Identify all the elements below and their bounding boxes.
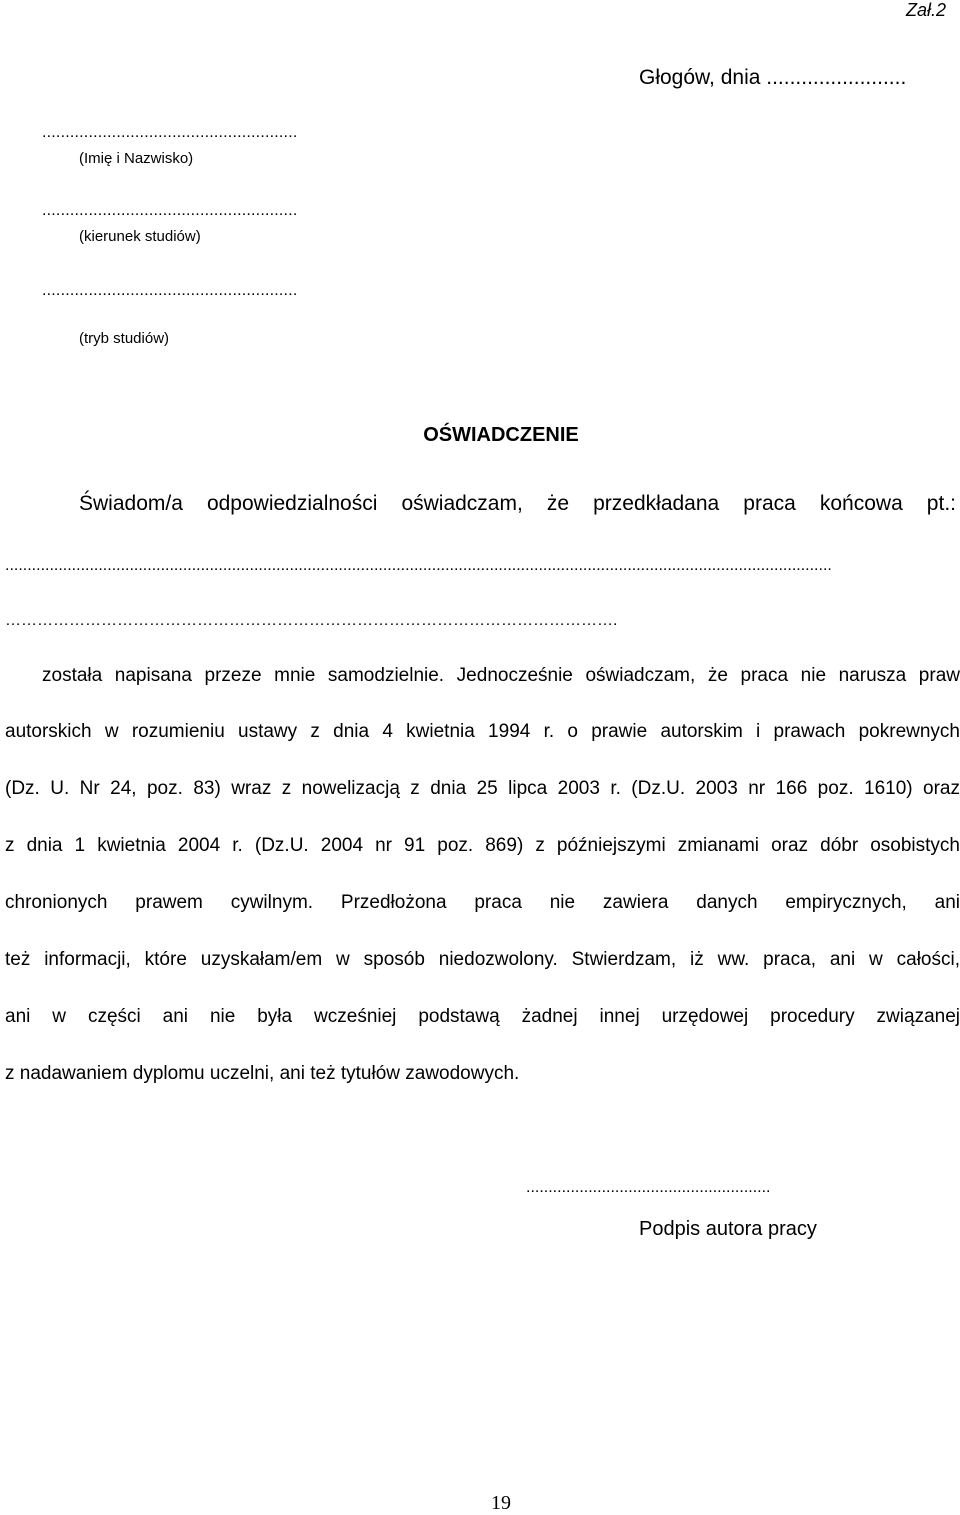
- statement-line: (Dz. U. Nr 24, poz. 83) wraz z nowelizacją z dnia 25 lipca 2003 r. (Dz.U. 2003 nr 166 poz. 1610) oraz: [5, 778, 960, 799]
- name-field-caption: (Imię i Nazwisko): [79, 150, 194, 167]
- statement-first-line: Świadom/a odpowiedzialności oświadczam, że przedkładana praca końcowa pt.:: [79, 492, 956, 515]
- annex-label: Zał.2: [905, 0, 946, 20]
- statement-line: też informacji, które uzyskałam/em w sposób niedozwolony. Stwierdzam, iż ww. praca, ani w całości,: [5, 949, 960, 970]
- name-field-dots: .......................................................: [42, 124, 298, 141]
- place-date-line: Głogów, dnia ........................: [639, 66, 907, 89]
- page-number: 19: [491, 1492, 511, 1514]
- field-of-study-caption: (kierunek studiów): [79, 228, 201, 245]
- thesis-title-fill-2: …………………………………………………………………………………………………….: [5, 612, 618, 629]
- statement-line: z dnia 1 kwietnia 2004 r. (Dz.U. 2004 nr 91 poz. 869) z późniejszymi zmianami oraz dóbr osobistych: [5, 835, 960, 856]
- statement-line: została napisana przeze mnie samodzielnie. Jednocześnie oświadczam, że praca nie narusza praw: [42, 665, 960, 686]
- statement-line: chronionych prawem cywilnym. Przedłożona praca nie zawiera danych empirycznych, ani: [5, 892, 960, 913]
- study-mode-caption: (tryb studiów): [79, 330, 170, 347]
- document-title: OŚWIADCZENIE: [423, 424, 579, 446]
- statement-line: ani w części ani nie była wcześniej podstawą żadnej innej urzędowej procedury związanej: [5, 1006, 960, 1027]
- thesis-title-fill-1: ..........................................................................................................................................................................................: [5, 557, 832, 574]
- signature-dots: .......................................................: [526, 1179, 771, 1196]
- field-of-study-dots: .......................................................: [42, 202, 298, 219]
- statement-line: z nadawaniem dyplomu uczelni, ani też tytułów zawodowych.: [5, 1063, 520, 1084]
- study-mode-dots: .......................................................: [42, 282, 298, 299]
- statement-line: autorskich w rozumieniu ustawy z dnia 4 kwietnia 1994 r. o prawie autorskim i prawach pokrewnych: [5, 721, 960, 742]
- signature-label: Podpis autora pracy: [639, 1218, 817, 1240]
